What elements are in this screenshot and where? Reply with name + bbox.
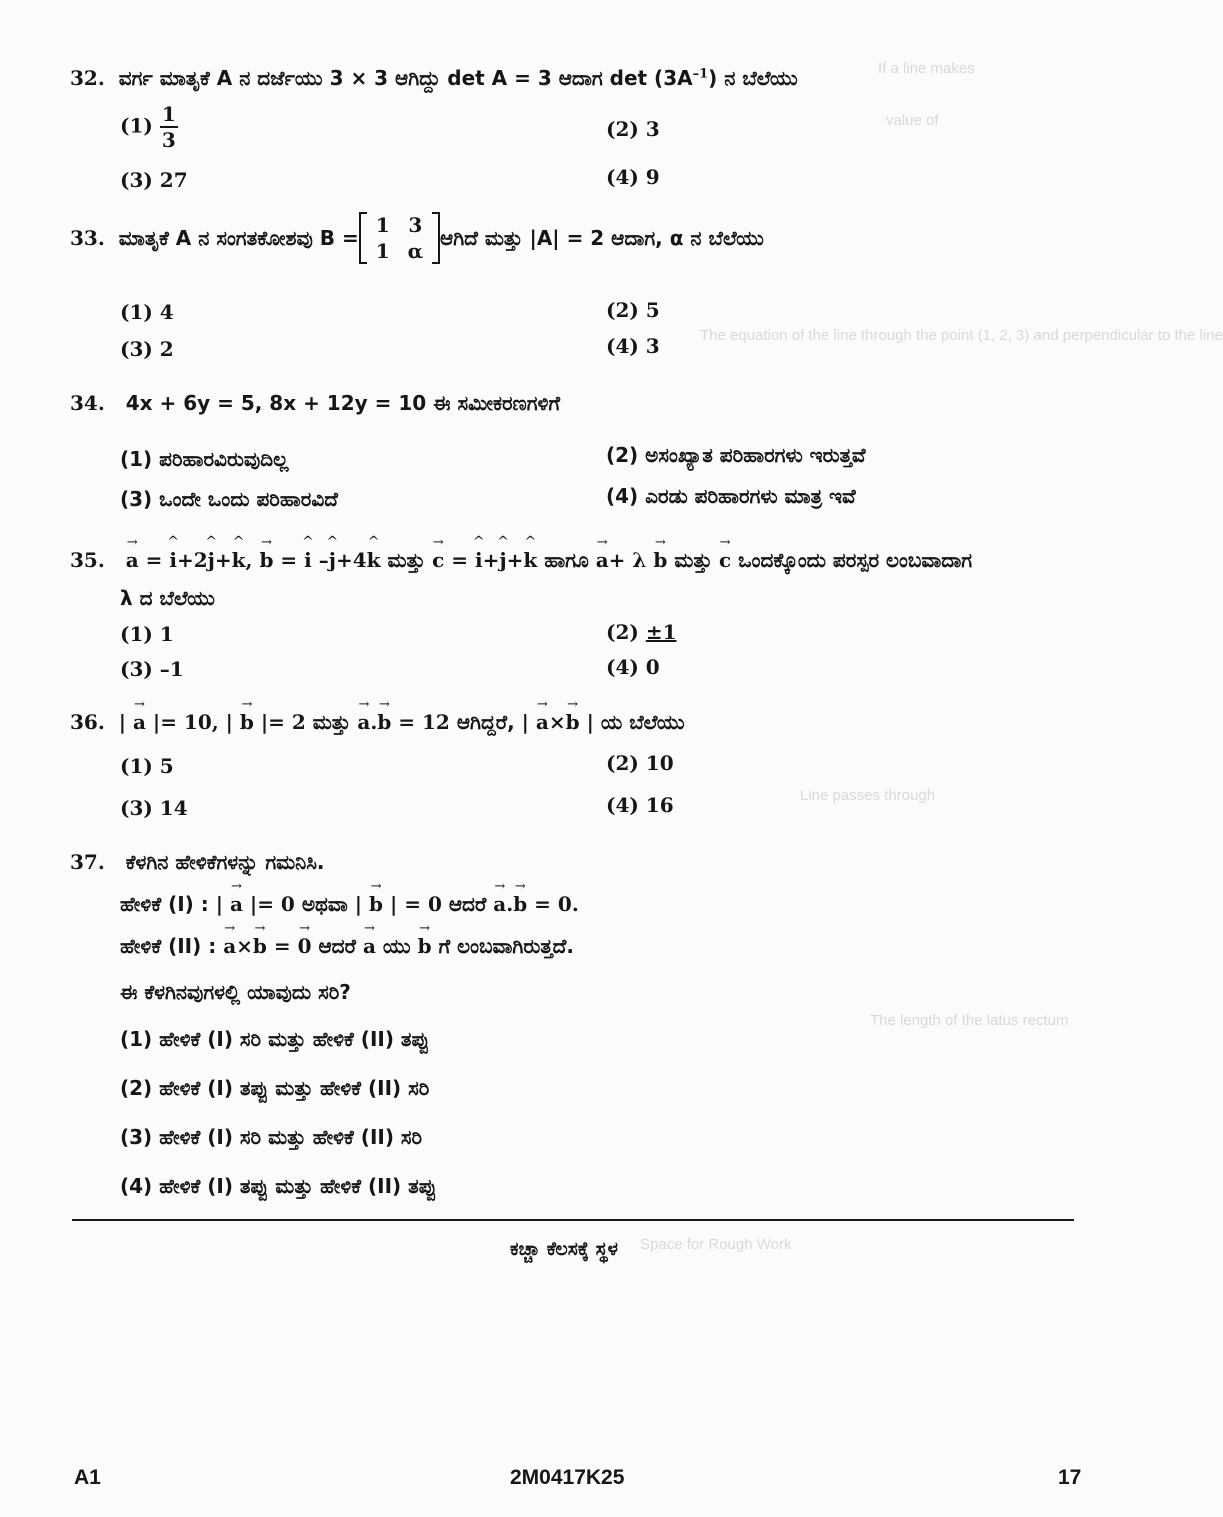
question-37-prompt: ಈ ಕೆಳಗಿನವುಗಳಲ್ಲಿ ಯಾವುದು ಸರಿ? — [120, 980, 351, 1004]
option-4: (4) 3 — [606, 334, 660, 358]
vector-expression: | → b | = 0 — [355, 892, 442, 916]
option-2: (2) 10 — [606, 751, 674, 775]
option-1: (1) $\frac{1}{3}$ — [120, 102, 176, 152]
option-4: (4) ಹೇಳಿಕೆ (I) ತಪ್ಪು ಮತ್ತು ಹೇಳಿಕೆ (II) ತಪ್ಪು — [120, 1174, 437, 1198]
option-2: (2) ಹೇಳಿಕೆ (I) ತಪ್ಪು ಮತ್ತು ಹೇಳಿಕೆ (II) ಸರಿ — [120, 1076, 430, 1100]
option-4: (4) 0 — [606, 655, 660, 679]
vector-expression: → a+ λ → b — [596, 548, 668, 572]
question-34: 34. 4x + 6y = 5, 8x + 12y = 10 ಈ ಸಮೀಕರಣಗಳಿಗೆ — [70, 391, 561, 415]
page-number: 17 — [1058, 1466, 1082, 1489]
ghost-text: The equation of the line through the point (1, 2, 3) and perpendicular to the line — [700, 327, 1223, 344]
ghost-text: If a line makes — [878, 60, 975, 77]
option-1: (1) 1 — [120, 622, 174, 646]
ghost-text: value of — [886, 112, 939, 129]
question-35: 35. → a = ^ i+2^ j+^ k, → b = ^ i –^ j+4^ k ಮತ್ತು → c = ^ i+^ j+^ k ಹಾಗೂ → a+ λ → b ಮತ್ತು → c ಒಂದಕ್ಕೊಂದು ಪರಸ್ಪರ ಲಂಬವಾದಾಗ — [70, 548, 1074, 572]
option-2: (2) ±1 — [606, 620, 677, 644]
statement-1: ಹೇಳಿಕೆ (I) : | → a |= 0 ಅಥವಾ | → b | = 0 ಆದರೆ → a.→ b = 0. — [120, 892, 579, 916]
option-3: (3) 27 — [120, 168, 188, 192]
option-3: (3) ಒಂದೇ ಒಂದು ಪರಿಹಾರವಿದೆ — [120, 487, 338, 511]
vector-expression: | → a×→ b | — [522, 710, 594, 734]
option-2: (2) ಅಸಂಖ್ಯಾತ ಪರಿಹಾರಗಳು ಇರುತ್ತವೆ — [606, 443, 866, 467]
question-33: 33. ಮಾತೃಕೆ A ನ ಸಂಗತಕೋಶವು B = 1 3 1 α ಆಗಿದೆ ಮತ್ತು |A| = 2 ಆದಾಗ, α ನ ಬೆಲೆಯು — [70, 213, 764, 263]
option-2: (2) 3 — [606, 117, 660, 141]
option-1: (1) 5 — [120, 754, 174, 778]
fraction: $\frac{1}{3}$ — [161, 102, 176, 152]
question-32: 32. ವರ್ಗ ಮಾತೃಕೆ A ನ ದರ್ಜೆಯು 3 × 3 ಆಗಿದ್ದು det A = 3 ಆದಾಗ $\det (3A^{-1})$ ನ ಬೆಲೆಯು — [70, 66, 798, 90]
option-1: (1) 4 — [120, 300, 174, 324]
option-3: (3) –1 — [120, 657, 184, 681]
vector-expression: → c = ^ i+^ j+^ k — [432, 548, 537, 572]
vector-expression: → a×→ b = → 0 — [223, 934, 311, 958]
ghost-text: The length of the latus rectum — [870, 1012, 1069, 1029]
option-4: (4) 16 — [606, 793, 674, 817]
footer-code-center: 2M0417K25 — [510, 1466, 625, 1489]
statement-2: ಹೇಳಿಕೆ (II) : → a×→ b = → 0 ಆದರೆ → a ಯು → b ಗೆ ಲಂಬವಾಗಿರುತ್ತದೆ. — [120, 934, 574, 958]
option-2: (2) 5 — [606, 298, 660, 322]
option-1: (1) ಪರಿಹಾರವಿರುವುದಿಲ್ಲ — [120, 447, 289, 471]
option-4: (4) ಎರಡು ಪರಿಹಾರಗಳು ಮಾತ್ರ ಇವೆ — [606, 484, 856, 508]
option-4: (4) 9 — [606, 165, 660, 189]
footer-code-left: A1 — [74, 1466, 101, 1489]
vector-expression: | → a |= 10, | → b |= 2 — [119, 710, 306, 734]
ghost-text: Space for Rough Work — [640, 1236, 792, 1253]
vector-expression: → a.→ b = 0. — [493, 892, 578, 916]
option-3: (3) 2 — [120, 337, 174, 361]
option-3: (3) 14 — [120, 796, 188, 820]
divider — [72, 1219, 1074, 1221]
rough-work-label: ಕಚ್ಚಾ ಕೆಲಸಕ್ಕೆ ಸ್ಥಳ — [510, 1238, 618, 1260]
option-1: (1) ಹೇಳಿಕೆ (I) ಸರಿ ಮತ್ತು ಹೇಳಿಕೆ (II) ತಪ್ಪು — [120, 1027, 430, 1051]
vector-expression: → a.→ b = 12 — [357, 710, 449, 734]
option-3: (3) ಹೇಳಿಕೆ (I) ಸರಿ ಮತ್ತು ಹೇಳಿಕೆ (II) ಸರಿ — [120, 1125, 423, 1149]
ghost-text: Line passes through — [800, 787, 936, 804]
question-36: 36. | → a |= 10, | → b |= 2 ಮತ್ತು → a.→ b = 12 ಆಗಿದ್ದರೆ, | → a×→ b | ಯ ಬೆಲೆಯು — [70, 710, 685, 734]
question-37: 37. ಕೆಳಗಿನ ಹೇಳಿಕೆಗಳನ್ನು ಗಮನಿಸಿ. — [70, 850, 325, 874]
question-35-line2: λ ದ ಬೆಲೆಯು — [120, 586, 215, 610]
matrix-b: 1 3 1 α — [359, 212, 440, 264]
vector-expression: | → a |= 0 — [216, 892, 295, 916]
vector-expression: → a = ^ i+2^ j+^ k, → b = ^ i –^ j+4^ k — [126, 548, 381, 572]
